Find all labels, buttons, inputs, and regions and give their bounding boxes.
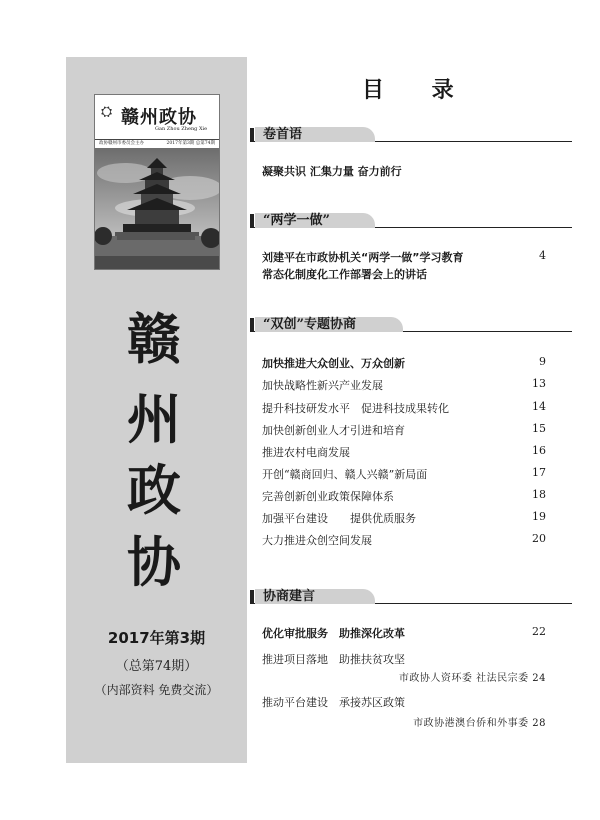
toc-entry-title: 开创“赣商回归、赣人兴赣”新局面 [262,468,428,481]
toc-entry-page: 17 [532,466,546,479]
thumbnail-pinyin: Gan Zhou Zheng Xie [155,126,208,132]
toc-entry-title: 优化审批服务 助推深化改革 [262,627,405,640]
toc-entry-page: 4 [539,249,546,262]
toc-entry-byline-text: 市政协港澳台侨和外事委 28 [413,718,546,729]
toc-entry-title: 刘建平在市政协机关“两学一做”学习教育 [262,251,464,264]
cover-title-char-1: 赣 [127,307,181,371]
cover-thumbnail [94,94,220,270]
toc-entry-page: 16 [532,444,546,457]
section-heading-2 [250,211,572,228]
toc-entry-page: 9 [539,355,546,368]
section-heading-4 [250,587,572,604]
thumbnail-publisher: 政协赣州市委员会主办 [99,141,144,146]
cover-title-char-4: 协 [127,530,181,594]
toc-entry-page: 20 [532,532,546,545]
cover-title-char-2: 州 [127,387,181,451]
section-heading-label: “双创”专题协商 [255,317,403,332]
section-heading-label: 卷首语 [255,127,375,142]
toc-entry-title: 提升科技研发水平 促进科技成果转化 [262,402,449,415]
toc-entry-page: 22 [532,625,546,638]
section-heading-label: 协商建言 [255,589,375,604]
issue-number: 2017年第3期 [107,629,206,647]
toc-entry-title: 大力推进众创空间发展 [262,534,372,547]
toc-entry-title: 加快战略性新兴产业发展 [262,379,383,392]
section-heading-3 [250,315,572,332]
toc-entry-page: 15 [532,422,546,435]
toc-entry-byline-text: 市政协人资环委 社法民宗委 24 [398,673,546,684]
thumbnail-issue: 2017年第3期 总第74期 [166,141,215,146]
toc-entry-page: 19 [532,510,546,523]
toc-entry-title: 推动平台建设 承接苏区政策 [262,696,405,709]
cover-title-char-3: 政 [127,458,181,522]
section-heading-1 [250,125,572,142]
toc-entry-title: 加快推进大众创业、万众创新 [262,357,405,370]
total-issue: （总第74期） [115,659,198,674]
emblem-icon: ⛭ [101,104,113,120]
thumbnail-header [95,95,219,139]
thumbnail-title: 赣州政协 [121,107,197,128]
toc-title: 目 录 [362,77,474,103]
toc-entry-title: 完善创新创业政策保障体系 [262,490,394,503]
toc-entry-title: 加快创新创业人才引进和培育 [262,424,405,437]
pavilion-photo [95,148,219,269]
toc-entry-title-line2: 常态化制度化工作部署会上的讲话 [262,268,427,281]
toc-entry-page: 18 [532,488,546,501]
section-heading-label: “两学一做” [255,213,375,228]
toc-entry-title: 凝聚共识 汇集力量 奋力前行 [262,165,402,178]
toc-entry-title: 推进农村电商发展 [262,446,350,459]
toc-entry-title: 推进项目落地 助推扶贫攻坚 [262,653,405,666]
toc-entry-page: 14 [532,400,546,413]
toc-entry-page: 13 [532,377,546,390]
toc-entry-title: 加强平台建设 提供优质服务 [262,512,416,525]
circulation-note: （内部资料 免费交流） [94,683,219,697]
